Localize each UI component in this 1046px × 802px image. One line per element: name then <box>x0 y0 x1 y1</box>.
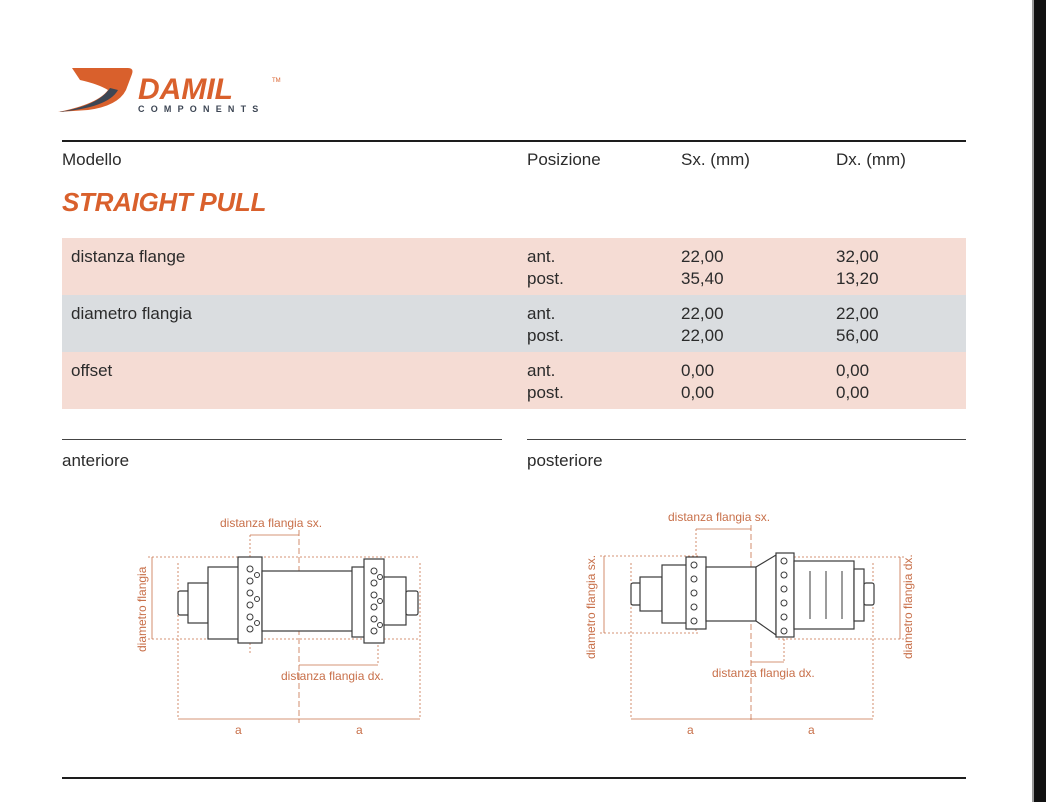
row-label: distanza flange <box>71 247 186 266</box>
table-row <box>62 352 966 409</box>
row-sx: 22,00 35,40 <box>681 247 724 288</box>
spec-table <box>62 238 966 409</box>
col-header-right: Dx. (mm) <box>836 150 906 169</box>
row-dx: 32,00 13,20 <box>836 247 879 288</box>
rear-rule <box>527 439 966 440</box>
col-header-position: Posizione <box>527 150 601 169</box>
row-label: offset <box>71 361 113 380</box>
rear-a-right: a <box>808 723 815 737</box>
window-edge <box>1032 0 1046 802</box>
row-position: ant. post. <box>527 361 564 402</box>
col-header-left: Sx. (mm) <box>681 150 750 169</box>
front-hub-diagram <box>130 505 450 745</box>
rear-caption: posteriore <box>527 451 603 470</box>
rear-hub-diagram <box>578 505 918 745</box>
front-a-right: a <box>356 723 363 737</box>
rear-flange-dx-label: distanza flangia dx. <box>712 666 815 680</box>
row-position: ant. post. <box>527 304 564 345</box>
rear-flange-sx-label: distanza flangia sx. <box>668 510 771 524</box>
brand-text: DAMIL <box>138 73 233 106</box>
front-flange-sx-label: distanza flangia sx. <box>220 516 323 530</box>
row-sx: 0,00 0,00 <box>681 361 715 402</box>
front-caption: anteriore <box>62 451 130 470</box>
front-flange-dx-label: distanza flangia dx. <box>281 669 384 683</box>
svg-text:TM: TM <box>272 78 281 84</box>
front-a-left: a <box>235 723 242 737</box>
header-rule <box>62 140 966 142</box>
row-position: ant. post. <box>527 247 564 288</box>
rear-a-left: a <box>687 723 694 737</box>
col-header-model: Modello <box>62 150 122 169</box>
damil-logo <box>58 66 288 116</box>
row-dx: 22,00 56,00 <box>836 304 879 345</box>
brand-tagline: COMPONENTS <box>138 104 265 114</box>
rear-diameter-dx-label: diametro flangia dx. <box>901 554 915 659</box>
footer-rule <box>62 777 966 779</box>
section-title: STRAIGHT PULL <box>62 187 267 217</box>
row-dx: 0,00 0,00 <box>836 361 870 402</box>
table-row <box>62 295 966 352</box>
row-label: diametro flangia <box>71 304 192 323</box>
row-sx: 22,00 22,00 <box>681 304 724 345</box>
front-rule <box>62 439 502 440</box>
front-diameter-label: diametro flangia <box>135 566 149 652</box>
table-row <box>62 238 966 295</box>
rear-diameter-sx-label: diametro flangia sx. <box>584 554 598 659</box>
